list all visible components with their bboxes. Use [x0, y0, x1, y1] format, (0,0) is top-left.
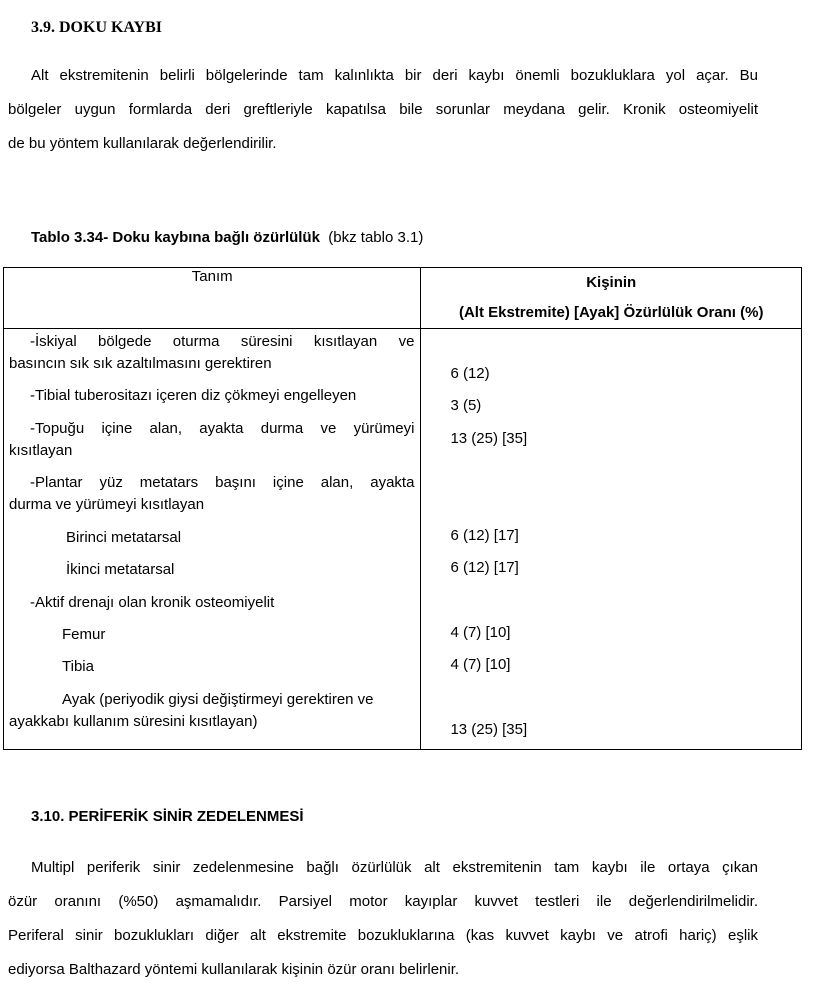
paragraph-line: ediyorsa Balthazard yöntemi kullanılarak kişinin özür oranı belirlenir.: [8, 961, 460, 978]
row-desc: İkinci metatarsal: [66, 561, 175, 578]
row-desc: -Aktif drenajı olan kronik osteomiyelit: [30, 594, 275, 611]
paragraph-line: Periferal sinir bozuklukları diğer alt ekstremite bozukluklarına (kas kuvvet kaybı ve atrofi hariç) eşlik: [8, 927, 758, 944]
paragraph-line: bölgeler uygun formlarda deri greftleriyle kapatılsa bile sorunlar meydana gelir. Kronik osteomiyelit: [8, 101, 758, 118]
disability-table: [3, 267, 802, 750]
row-desc: kısıtlayan: [9, 442, 73, 459]
section-3-9-heading: 3.9. DOKU KAYBI: [31, 19, 162, 36]
paragraph-line: özür oranını (%50) aşmamalıdır. Parsiyel motor kayıplar kuvvet testleri ile değerlendirilmelidir.: [8, 893, 758, 910]
row-value: 4 (7) [10]: [450, 624, 511, 641]
row-desc: Birinci metatarsal: [66, 529, 182, 546]
row-desc: Tibia: [62, 658, 94, 675]
header-rate-line2: (Alt Ekstremite) [Ayak] Özürlülük Oranı (%): [458, 304, 764, 321]
paragraph-line: de bu yöntem kullanılarak değerlendirilir.: [8, 135, 277, 152]
row-value: 13 (25) [35]: [450, 721, 528, 738]
row-desc: Ayak (periyodik giysi değiştirmeyi gerektiren ve: [62, 691, 374, 708]
rate-column: [421, 329, 802, 750]
table-header-row: [4, 268, 802, 329]
description-column: [4, 329, 421, 750]
row-value: 13 (25) [35]: [450, 430, 528, 447]
row-value: 6 (12) [17]: [450, 559, 519, 576]
section-3-10-paragraph: [8, 851, 758, 987]
row-desc: basıncın sık sık azaltılmasını gerektiren: [9, 355, 272, 372]
table-caption-title: Tablo 3.34- Doku kaybına bağlı özürlülük: [31, 229, 320, 246]
section-3-10-heading: 3.10. PERİFERİK SİNİR ZEDELENMESİ: [31, 808, 304, 825]
row-desc: -Tibial tuberositazı içeren diz çökmeyi engelleyen: [30, 387, 357, 404]
row-desc: -Plantar yüz metatars başını içine alan, ayakta: [30, 474, 415, 491]
row-value: 3 (5): [450, 397, 482, 414]
paragraph-line: Alt ekstremitenin belirli bölgelerinde tam kalınlıkta bir deri kaybı önemli bozukluklara yol açar. Bu: [31, 67, 758, 84]
paragraph-line: Multipl periferik sinir zedelenmesine bağlı özürlülük alt ekstremitenin tam kaybı ile ortaya çıkan: [31, 859, 758, 876]
row-desc: durma ve yürümeyi kısıtlayan: [9, 496, 205, 513]
header-rate-line1: Kişinin: [586, 274, 637, 291]
table-caption: [31, 229, 423, 246]
row-value: 6 (12): [450, 365, 490, 382]
row-desc: -Topuğu içine alan, ayakta durma ve yürümeyi: [30, 420, 415, 437]
row-value: 6 (12) [17]: [450, 527, 519, 544]
row-desc: Femur: [62, 626, 106, 643]
table-caption-reference: (bkz tablo 3.1): [328, 229, 424, 246]
row-desc: ayakkabı kullanım süresini kısıtlayan): [9, 713, 258, 730]
table-body-row: [4, 329, 802, 750]
section-3-9-paragraph: [8, 59, 758, 161]
header-tanim: Tanım: [4, 268, 421, 329]
row-value: 4 (7) [10]: [450, 656, 511, 673]
header-rate: [421, 268, 802, 329]
row-desc: -İskiyal bölgede oturma süresini kısıtlayan ve: [30, 333, 415, 350]
